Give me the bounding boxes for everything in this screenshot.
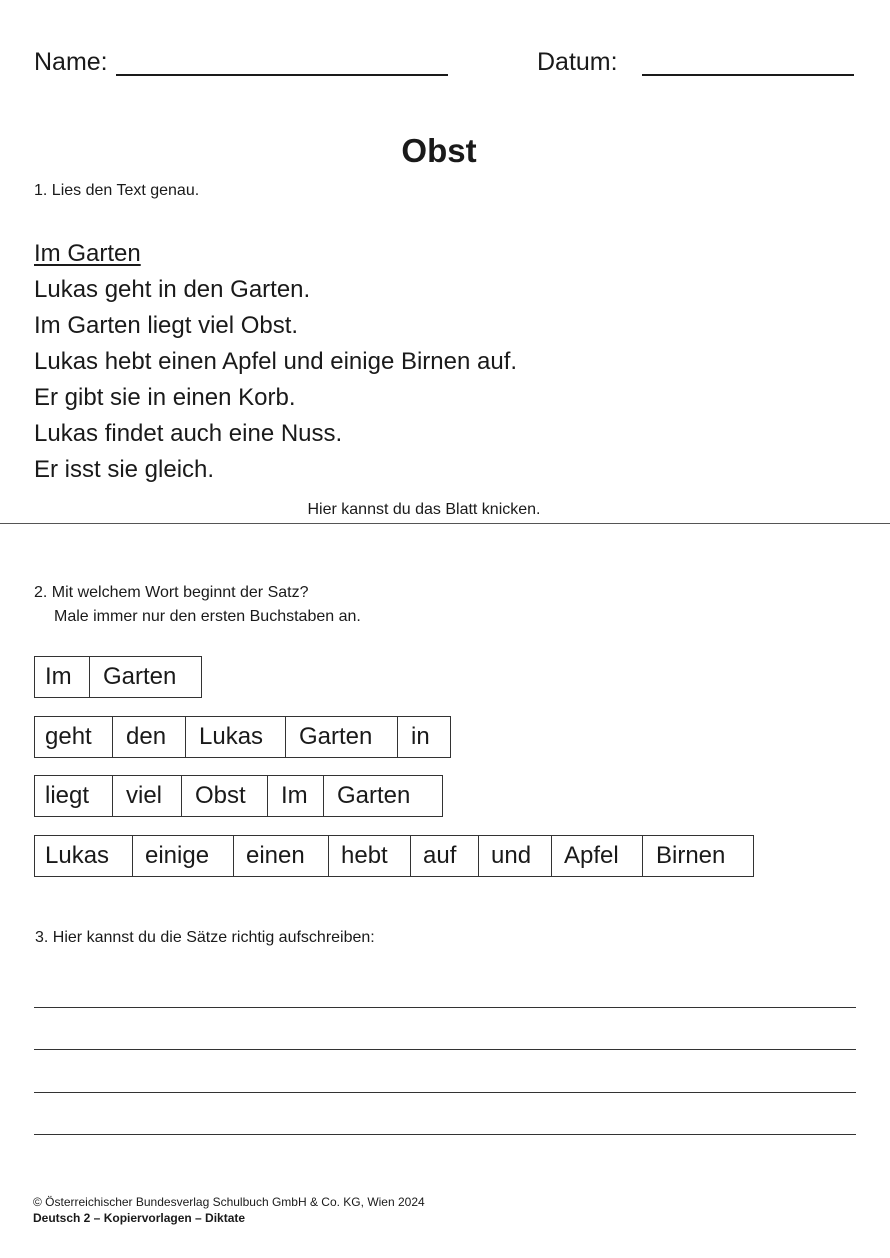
word-box[interactable]: Garten	[337, 782, 411, 809]
writing-line[interactable]	[34, 1134, 856, 1135]
word-box[interactable]: viel	[113, 776, 182, 816]
word-box[interactable]: Obst	[182, 776, 268, 816]
story-line: Lukas findet auch eine Nuss.	[34, 420, 343, 447]
word-box[interactable]: einen	[234, 836, 329, 876]
fold-note: Hier kannst du das Blatt knicken.	[307, 501, 541, 518]
story-line: Lukas geht in den Garten.	[34, 276, 311, 303]
word-box[interactable]: Garten	[103, 663, 177, 690]
story-line: Im Garten liegt viel Obst.	[34, 312, 299, 339]
word-box[interactable]: Apfel	[552, 836, 643, 876]
word-row-2	[34, 716, 451, 758]
writing-line[interactable]	[34, 1092, 856, 1093]
copyright-notice: © Österreichischer Bundesverlag Schulbuch GmbH & Co. KG, Wien 2024	[33, 1195, 425, 1209]
word-row-1	[34, 656, 202, 698]
date-label: Datum:	[537, 48, 618, 76]
story-line: Er isst sie gleich.	[34, 456, 215, 483]
task1-instruction: 1. Lies den Text genau.	[34, 182, 200, 199]
writing-line[interactable]	[34, 1049, 856, 1050]
word-box[interactable]: und	[479, 836, 552, 876]
date-write-line[interactable]	[642, 74, 854, 76]
story-title: Im Garten	[34, 240, 141, 267]
word-box[interactable]: auf	[411, 836, 479, 876]
task2-instruction: 2. Mit welchem Wort beginnt der Satz?	[34, 584, 309, 601]
word-box[interactable]: in	[411, 723, 430, 750]
word-box[interactable]: liegt	[35, 776, 113, 816]
word-row-4	[34, 835, 754, 877]
word-row-3	[34, 775, 443, 817]
word-box[interactable]: Garten	[286, 717, 398, 757]
word-box[interactable]: Lukas	[186, 717, 286, 757]
series-label: Deutsch 2 – Kopiervorlagen – Diktate	[33, 1211, 246, 1225]
writing-line[interactable]	[34, 1007, 856, 1008]
word-box[interactable]: Im	[268, 776, 324, 816]
word-box[interactable]: Birnen	[656, 842, 726, 869]
word-box[interactable]: Lukas	[35, 836, 133, 876]
fold-line	[0, 523, 890, 524]
word-box[interactable]: hebt	[329, 836, 411, 876]
name-write-line[interactable]	[116, 74, 448, 76]
word-box[interactable]: einige	[133, 836, 234, 876]
word-box[interactable]: geht	[35, 717, 113, 757]
name-label: Name:	[34, 48, 108, 76]
worksheet-title: Obst	[401, 132, 477, 169]
story-text	[34, 236, 517, 488]
task3-instruction: 3. Hier kannst du die Sätze richtig aufschreiben:	[35, 929, 375, 946]
word-box[interactable]: Im	[35, 657, 90, 697]
task2-instruction-sub: Male immer nur den ersten Buchstaben an.	[54, 608, 361, 625]
word-box[interactable]: den	[113, 717, 186, 757]
story-line: Lukas hebt einen Apfel und einige Birnen auf.	[34, 348, 518, 375]
story-line: Er gibt sie in einen Korb.	[34, 384, 296, 411]
